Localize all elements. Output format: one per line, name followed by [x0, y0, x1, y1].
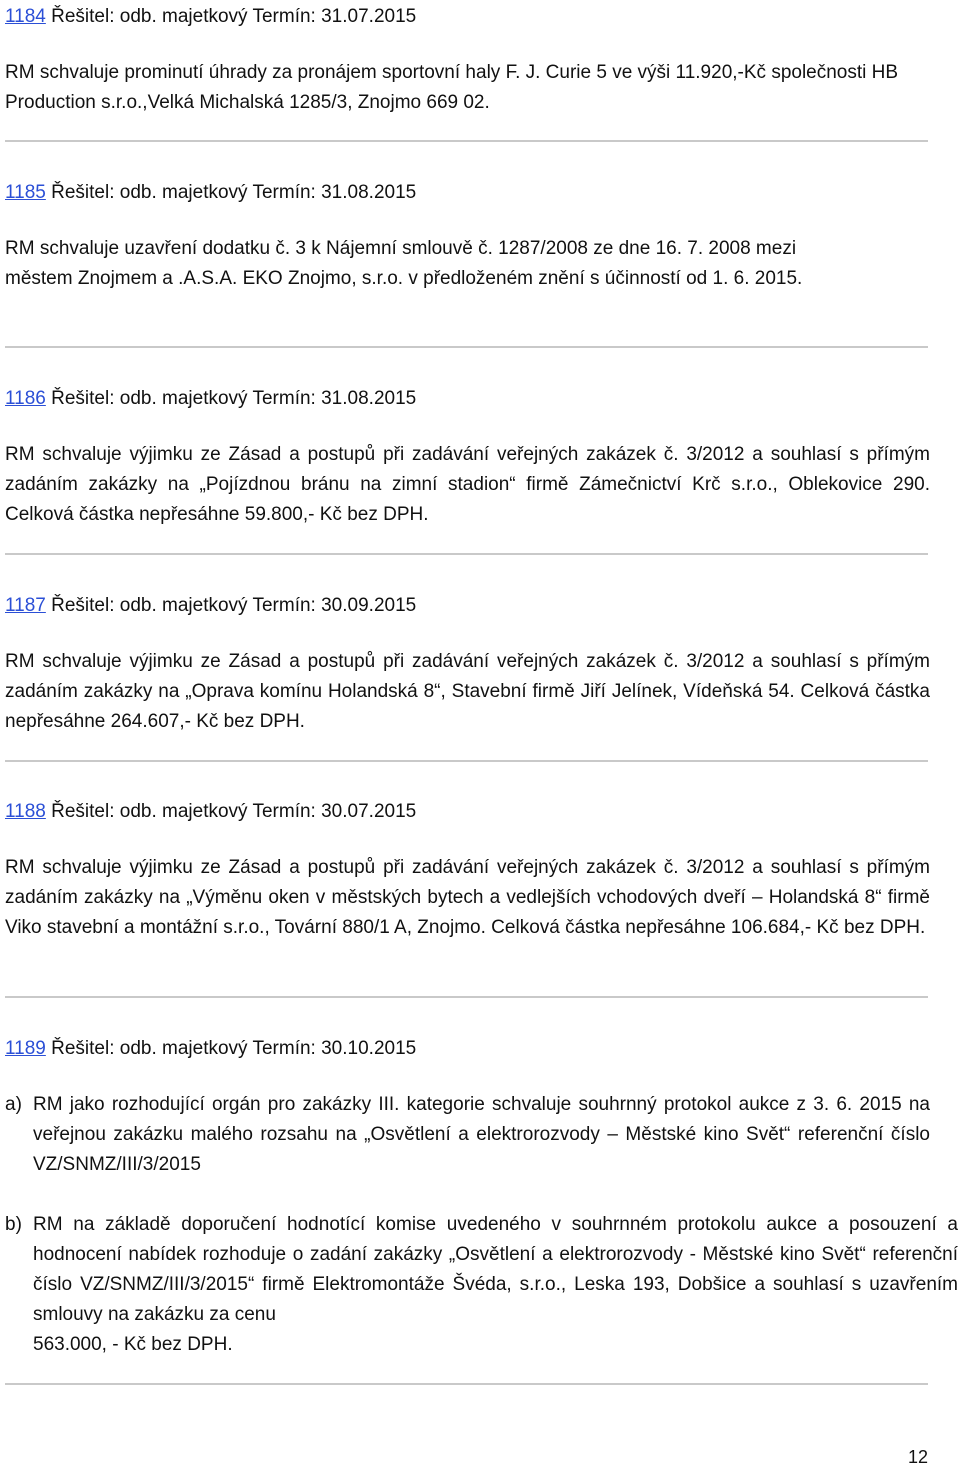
resolution-header-text: Řešitel: odb. majetkový Termín: 31.08.2015 — [45, 182, 417, 203]
page-number: 12 — [907, 1447, 928, 1467]
divider — [5, 996, 928, 998]
resolution-header — [5, 1034, 930, 1064]
resolution-number-link[interactable]: 1187 — [5, 595, 46, 616]
subitem-label: b) — [5, 1214, 22, 1235]
resolution-1187 — [5, 591, 930, 737]
resolution-subitem-b-price — [5, 1330, 930, 1360]
resolution-1184 — [5, 2, 930, 118]
subitem-price: 563.000, - Kč bez DPH. — [33, 1334, 233, 1355]
resolution-text: RM schvaluje prominutí úhrady za pronájem sportovní haly F. J. Curie 5 ve výši 11.920,-Kč společnosti HB Production s.r.o.,Velká Michalská 1285/3, Znojmo 669 02. — [5, 62, 899, 113]
resolution-1189 — [5, 1034, 958, 1360]
resolution-text: RM schvaluje výjimku ze Zásad a postupů při zadávání veřejných zakázek č. 3/2012 a souhlasí s přímým zadáním zakázky na „Oprava komínu Holandská 8“, Stavební firmě Jiří Jelínek, Vídeňská 54. Celková částka nepřesáhne 264.607,- Kč bez DPH. — [5, 651, 930, 732]
resolution-header-text: Řešitel: odb. majetkový Termín: 30.09.2015 — [45, 595, 417, 616]
resolution-number-link[interactable]: 1186 — [5, 388, 46, 409]
subitem-text: RM jako rozhodující orgán pro zakázky III. kategorie schvaluje souhrnný protokol aukce z 3. 6. 2015 na veřejnou zakázku malého rozsahu na „Osvětlení a elektrorozvody – Městské kino Svět“ referenční číslo VZ/SNMZ/III/3/2015 — [33, 1094, 930, 1175]
divider — [5, 346, 928, 348]
resolution-text: RM schvaluje výjimku ze Zásad a postupů při zadávání veřejných zakázek č. 3/2012 a souhlasí s přímým zadáním zakázky na „Pojízdnou bránu na zimní stadion“ firmě Zámečnictví Krč s.r.o., Oblekovice 290. Celková částka nepřesáhne 59.800,- Kč bez DPH. — [5, 444, 930, 525]
subitem-label: a) — [5, 1094, 22, 1115]
resolution-header — [5, 591, 930, 621]
divider — [5, 140, 928, 142]
resolution-text: RM schvaluje uzavření dodatku č. 3 k Nájemní smlouvě č. 1287/2008 ze dne 16. 7. 2008 mezi městem Znojmem a .A.S.A. EKO Znojmo, s.r.o. v předloženém znění s účinností od 1. 6. 2015. — [5, 238, 803, 289]
resolution-header-text: Řešitel: odb. majetkový Termín: 31.07.2015 — [45, 6, 417, 27]
resolution-header-text: Řešitel: odb. majetkový Termín: 31.08.2015 — [45, 388, 417, 409]
resolution-text: RM schvaluje výjimku ze Zásad a postupů při zadávání veřejných zakázek č. 3/2012 a souhlasí s přímým zadáním zakázky na „Výměnu oken v městských bytech a vedlejších vchodových dveří – Holandská 8“ firmě Viko stavební a montážní s.r.o., Tovární 880/1 A, Znojmo. Celková částka nepřesáhne 106.684,- Kč bez DPH. — [5, 857, 930, 938]
subitem-text: RM na základě doporučení hodnotící komise uvedeného v souhrnném protokolu aukce a posouzení a hodnocení nabídek rozhoduje o zadání zakázky „Osvětlení a elektrorozvody - Městské kino Svět“ referenční číslo VZ/SNMZ/III/3/2015“ firmě Elektromontáže Švéda, s.r.o., Leska 193, Dobšice a souhlasí s uzavřením smlouvy na zakázku za cenu — [33, 1214, 958, 1325]
resolution-subitem-b — [5, 1210, 958, 1330]
resolution-number-link[interactable]: 1189 — [5, 1038, 46, 1059]
resolution-number-link[interactable]: 1188 — [5, 801, 46, 822]
divider — [5, 1383, 928, 1385]
divider — [5, 760, 928, 762]
resolution-header — [5, 797, 930, 827]
divider — [5, 553, 928, 555]
resolution-number-link[interactable]: 1185 — [5, 182, 46, 203]
resolution-header-text: Řešitel: odb. majetkový Termín: 30.07.2015 — [45, 801, 417, 822]
resolution-header — [5, 178, 930, 208]
resolution-1185 — [5, 178, 930, 294]
resolution-header — [5, 384, 930, 414]
resolution-header — [5, 2, 930, 32]
resolution-number-link[interactable]: 1184 — [5, 6, 46, 27]
resolution-1188 — [5, 797, 930, 943]
resolution-subitem-a — [5, 1090, 930, 1180]
resolution-header-text: Řešitel: odb. majetkový Termín: 30.10.2015 — [45, 1038, 417, 1059]
resolution-1186 — [5, 384, 930, 530]
